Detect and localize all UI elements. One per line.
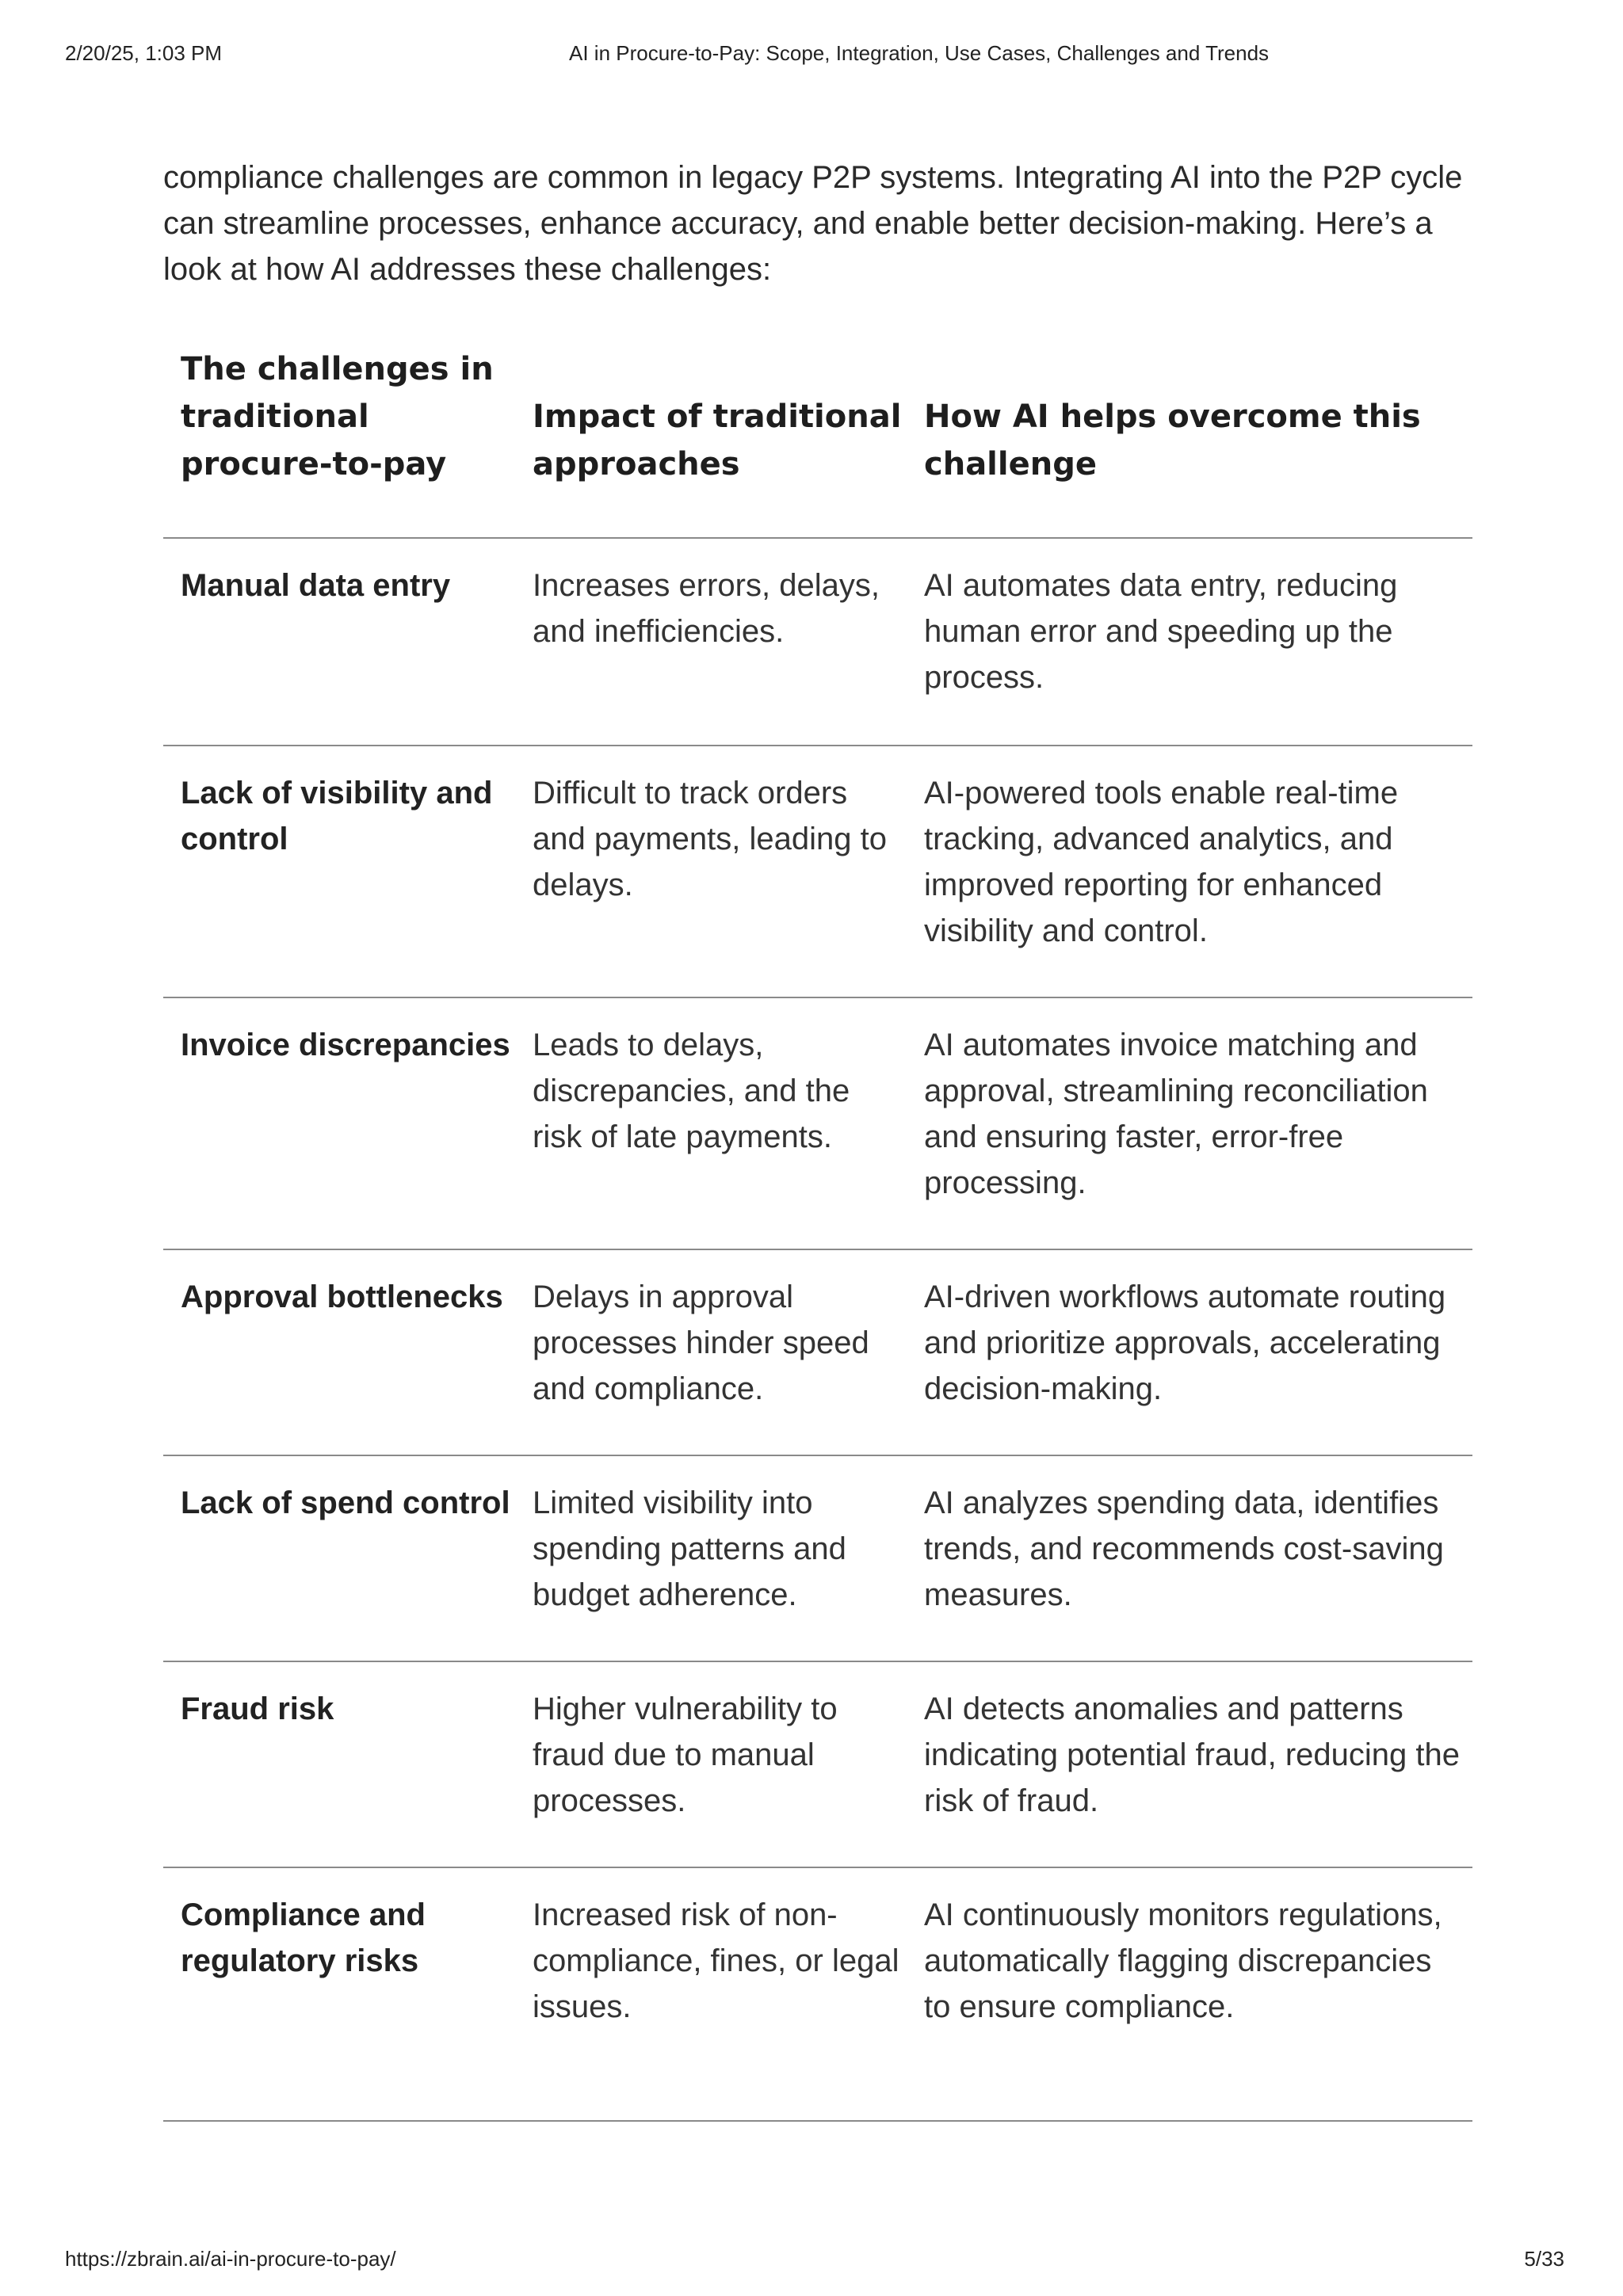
cell-impact: Increased risk of non-compliance, fines, or legal issues. [533,1897,899,2024]
cell-challenge: Approval bottlenecks [181,1280,503,1314]
cell-impact: Delays in approval processes hinder speed and compliance. [533,1280,869,1406]
cell-challenge: Invoice discrepancies [181,1028,510,1062]
table-row [163,1868,1472,2122]
cell-challenge: Lack of spend control [181,1486,510,1520]
print-datetime: 2/20/25, 1:03 PM [65,41,223,65]
table-row [163,746,1472,998]
cell-ai-help: AI detects anomalies and patterns indicating potential fraud, reducing the risk of fraud. [924,1691,1461,1818]
header-impact: Impact of traditional approaches [533,399,902,482]
cell-ai-help: AI analyzes spending data, identifies trends, and recommends cost-saving measures. [924,1486,1444,1612]
cell-ai-help: AI automates data entry, reducing human error and speeding up the process. [924,568,1398,695]
cell-challenge: Compliance and regulatory risks [181,1897,426,1978]
cell-impact: Difficult to track orders and payments, leading to delays. [533,776,887,902]
cell-ai-help: AI-driven workflows automate routing and prioritize approvals, accelerating decision-making. [924,1280,1446,1406]
header-challenge: The challenges in traditional procure-to-pay [181,351,494,482]
cell-impact: Leads to delays, discrepancies, and the risk of late payments. [533,1028,850,1154]
cell-challenge: Fraud risk [181,1691,334,1726]
table-row [163,1250,1472,1456]
challenges-table [163,341,1472,2122]
cell-ai-help: AI-powered tools enable real-time tracking, advanced analytics, and improved reporting for enhanced visibility and control. [924,776,1399,948]
table-row [163,539,1472,746]
cell-impact: Increases errors, delays, and inefficiencies. [533,568,880,649]
table-row [163,998,1472,1250]
cell-challenge: Manual data entry [181,568,451,603]
print-footer-url: https://zbrain.ai/ai-in-procure-to-pay/ [65,2247,396,2271]
cell-ai-help: AI automates invoice matching and approval, streamlining reconciliation and ensuring faster, error-free processing. [924,1028,1428,1200]
print-page-title: AI in Procure-to-Pay: Scope, Integration, Use Cases, Challenges and Trends [569,41,1270,65]
print-page-number: 5/33 [1524,2247,1564,2271]
table-row [163,1662,1472,1868]
table-header-row [163,341,1472,539]
cell-impact: Limited visibility into spending patterns and budget adherence. [533,1486,846,1612]
cell-ai-help: AI continuously monitors regulations, automatically flagging discrepancies to ensure compliance. [924,1897,1442,2024]
intro-paragraph: compliance challenges are common in legacy P2P systems. Integrating AI into the P2P cycle can streamline processes, enhance accuracy, and enable better decision-making. Here’s a look at how AI addresses these challenges: [163,160,1463,287]
cell-impact: Higher vulnerability to fraud due to manual processes. [533,1691,838,1818]
header-ai-help: How AI helps overcome this challenge [924,399,1421,482]
table-row [163,1456,1472,1662]
cell-challenge: Lack of visibility and control [181,776,493,856]
